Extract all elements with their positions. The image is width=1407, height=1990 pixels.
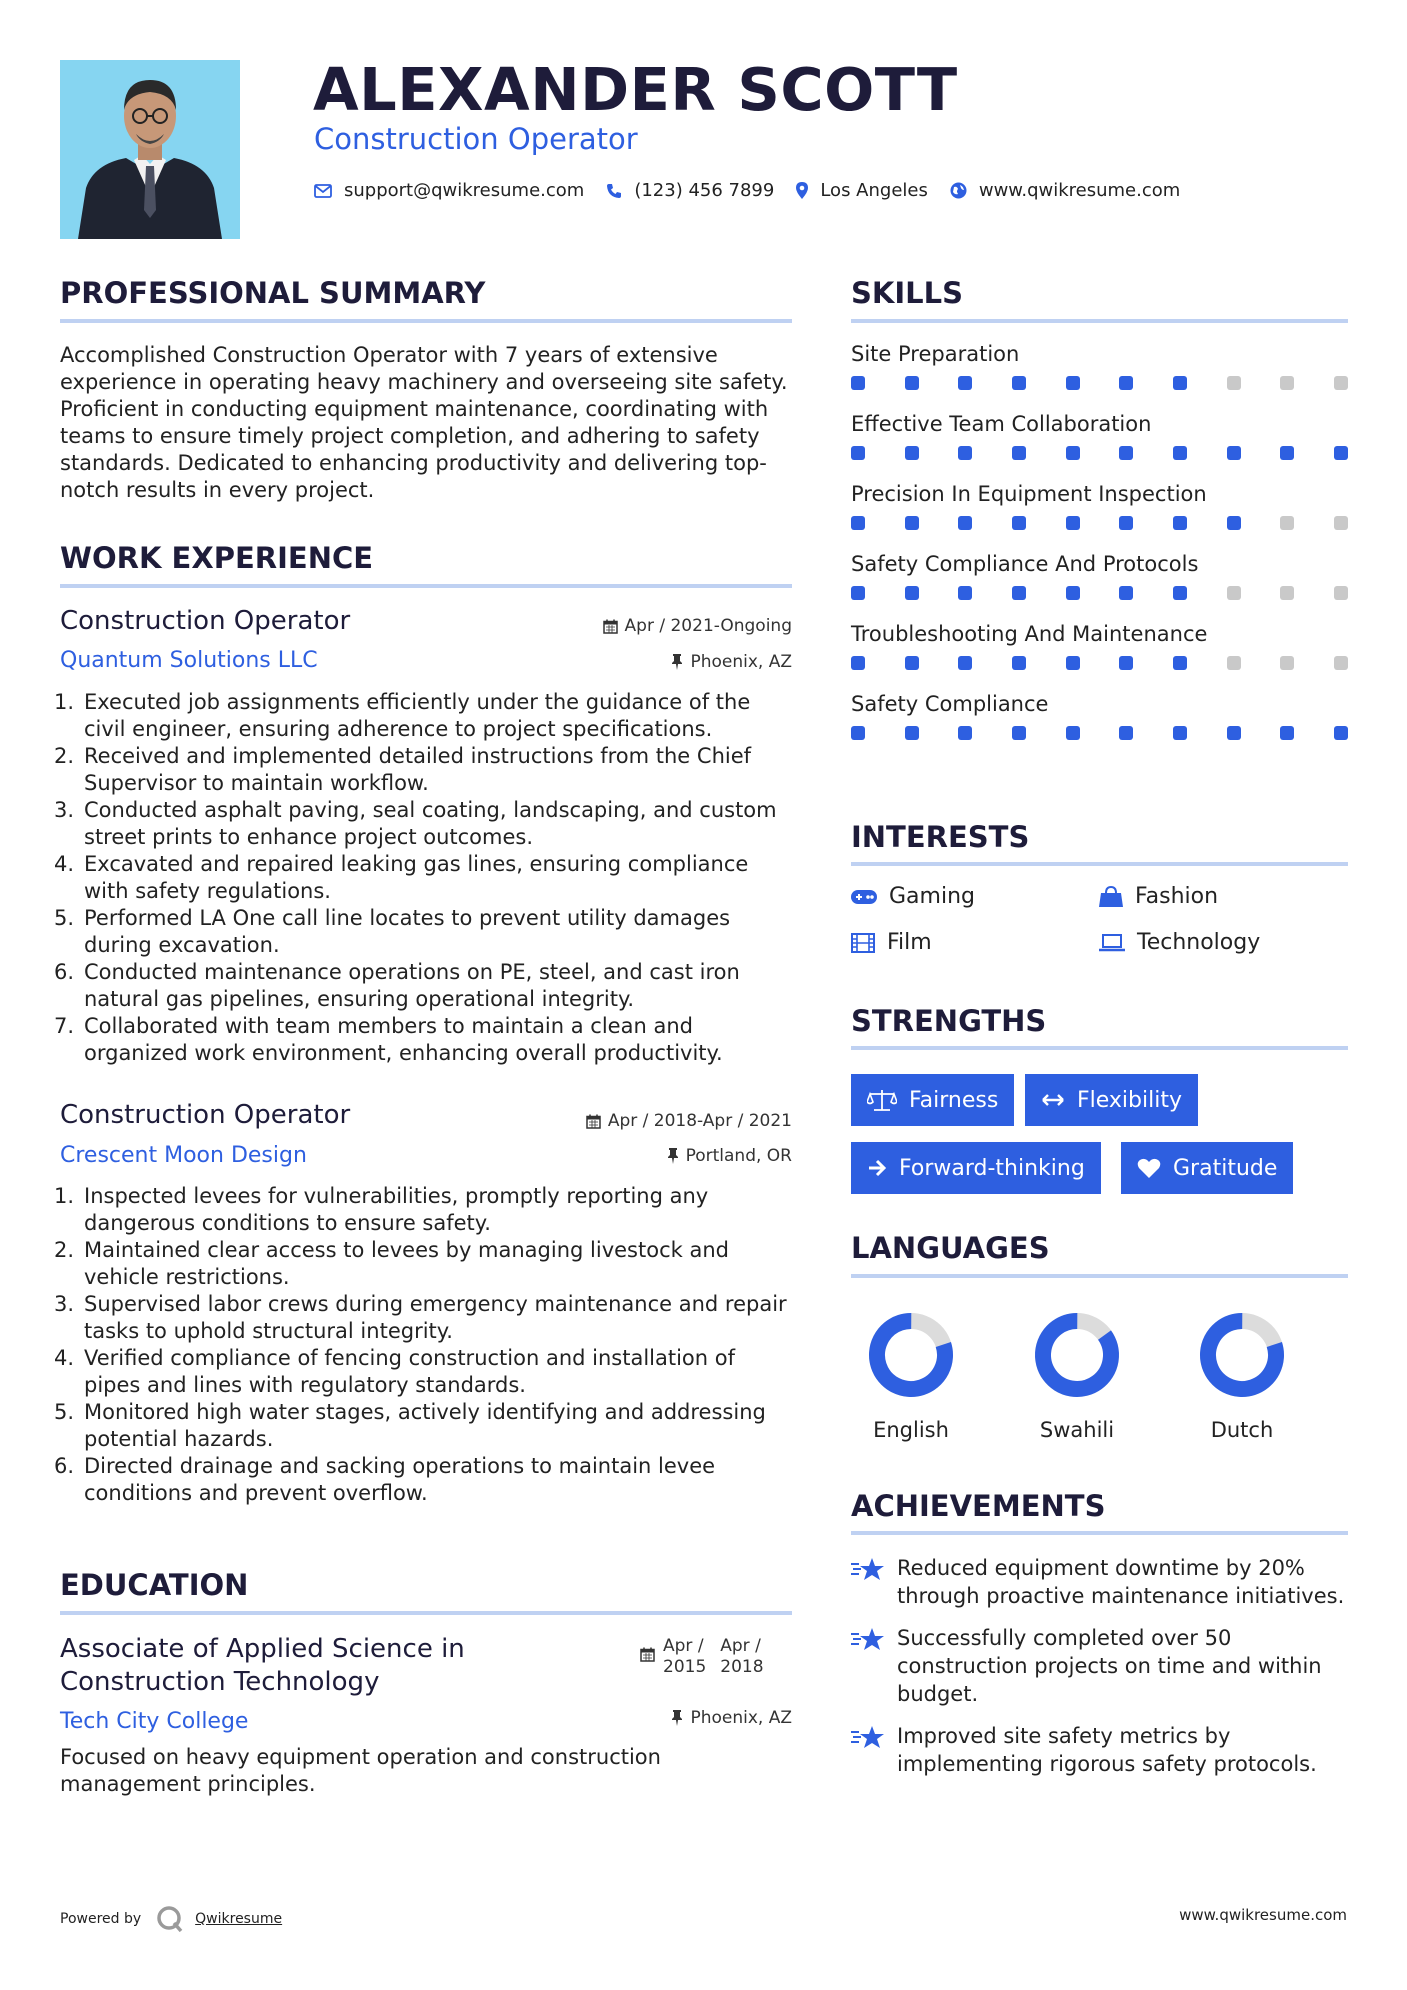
item-number: 3.	[54, 798, 75, 822]
rating-dot-empty	[1280, 586, 1294, 600]
achievement-item	[851, 1624, 1351, 1708]
rating-dot-filled	[1012, 656, 1026, 670]
languages-heading: LANGUAGES	[851, 1231, 1050, 1265]
language-name: Swahili	[1039, 1418, 1115, 1442]
interest-label: Film	[887, 930, 932, 955]
rating-dot-filled	[1280, 446, 1294, 460]
donut-fill	[868, 1312, 954, 1398]
skill-name: Precision In Equipment Inspection	[851, 482, 1207, 506]
star-award-icon	[851, 1626, 885, 1652]
rating-dot-empty	[1334, 376, 1348, 390]
globe-icon	[950, 182, 967, 199]
list-item	[54, 1399, 795, 1453]
rating-dot-filled	[1334, 446, 1348, 460]
rating-dot-filled	[958, 446, 972, 460]
rating-dot-filled	[1066, 656, 1080, 670]
education-divider	[60, 1611, 792, 1615]
item-text: Directed drainage and sacking operations to maintain levee conditions and prevent overflow.	[84, 1454, 716, 1505]
skill-rating	[851, 446, 1348, 460]
skills-list	[851, 342, 1348, 740]
item-number: 2.	[54, 744, 75, 768]
list-item	[54, 797, 795, 851]
start-date: Apr /	[663, 1636, 704, 1656]
rating-dot-filled	[1227, 726, 1241, 740]
list-item	[54, 905, 795, 959]
rating-dot-filled	[1012, 586, 1026, 600]
list-item	[54, 743, 795, 797]
laptop-icon	[1099, 934, 1125, 952]
rating-dot-filled	[958, 376, 972, 390]
item-number: 4.	[54, 1346, 75, 1370]
achievement-item	[851, 1554, 1351, 1610]
education-dates	[640, 1636, 764, 1678]
star-award-icon	[851, 1724, 885, 1750]
rating-dot-empty	[1334, 516, 1348, 530]
rating-dot-filled	[851, 656, 865, 670]
list-item	[54, 1453, 795, 1507]
rating-dot-empty	[1280, 376, 1294, 390]
achievements-divider	[851, 1531, 1348, 1535]
rating-dot-filled	[1012, 516, 1026, 530]
achievement-item	[851, 1722, 1351, 1778]
job-title: Construction Operator	[60, 1100, 351, 1130]
skill-name: Safety Compliance And Protocols	[851, 552, 1199, 576]
phone-text: (123) 456 7899	[634, 180, 775, 201]
rating-dot-filled	[851, 516, 865, 530]
education-heading: EDUCATION	[60, 1568, 249, 1602]
experience-divider	[60, 584, 792, 588]
job-duties-list	[54, 1183, 795, 1507]
rating-dot-filled	[1173, 446, 1187, 460]
calendar-icon	[603, 619, 618, 634]
list-item	[54, 1345, 795, 1399]
rating-dot-filled	[1012, 446, 1026, 460]
skills-divider	[851, 319, 1348, 323]
end-year: 2018	[720, 1657, 764, 1677]
job-location	[500, 1146, 792, 1166]
rating-dot-filled	[1227, 446, 1241, 460]
skill-rating	[851, 656, 1348, 670]
item-text: Verified compliance of fencing construction and installation of pipes and lines with regulatory standards.	[84, 1346, 735, 1397]
rating-dot-filled	[1119, 726, 1133, 740]
rating-dot-empty	[1334, 586, 1348, 600]
rating-dot-filled	[905, 726, 919, 740]
website-text: www.qwikresume.com	[978, 180, 1181, 201]
rating-dot-filled	[1066, 376, 1080, 390]
end-date: Apr /	[720, 1636, 761, 1656]
calendar-icon	[586, 1114, 601, 1129]
item-text: Maintained clear access to levees by managing livestock and vehicle restrictions.	[84, 1238, 729, 1289]
interest-technology	[1099, 930, 1260, 955]
degree-line: Construction Technology	[60, 1667, 380, 1697]
pushpin-icon	[667, 1148, 679, 1164]
job-dates-text: Apr / 2021-Ongoing	[624, 616, 792, 636]
start-year: 2015	[663, 1657, 707, 1677]
job-duties-list	[54, 689, 795, 1067]
item-text: Supervised labor crews during emergency maintenance and repair tasks to uphold structural integrity.	[84, 1292, 787, 1343]
rating-dot-filled	[1173, 376, 1187, 390]
job-dates	[500, 616, 792, 636]
profile-photo	[60, 60, 240, 239]
achievement-text: Reduced equipment downtime by 20% through proactive maintenance initiatives.	[897, 1556, 1345, 1608]
interests-heading: INTERESTS	[851, 820, 1030, 854]
item-text: Performed LA One call line locates to prevent utility damages during excavation.	[84, 906, 731, 957]
rating-dot-filled	[905, 516, 919, 530]
candidate-name: ALEXANDER SCOTT	[313, 55, 958, 124]
envelope-icon	[314, 184, 332, 198]
rating-dot-empty	[1227, 376, 1241, 390]
skill-item	[851, 692, 1348, 740]
rating-dot-empty	[1227, 586, 1241, 600]
rating-dot-empty	[1280, 656, 1294, 670]
list-item	[54, 1013, 795, 1067]
interest-film	[851, 930, 932, 955]
arrows-horizontal-icon	[1041, 1093, 1065, 1107]
item-number: 1.	[54, 690, 75, 714]
pushpin-icon	[671, 1710, 683, 1726]
rating-dot-filled	[1012, 376, 1026, 390]
rating-dot-empty	[1334, 656, 1348, 670]
item-text: Received and implemented detailed instructions from the Chief Supervisor to maintain workflow.	[84, 744, 752, 795]
item-text: Inspected levees for vulnerabilities, promptly reporting any dangerous conditions to ensure safety.	[84, 1184, 709, 1235]
job-dates-text: Apr / 2018-Apr / 2021	[607, 1111, 792, 1131]
footer-website[interactable]: www.qwikresume.com	[1179, 1906, 1347, 1924]
job-title: Construction Operator	[60, 606, 351, 636]
achievement-text: Improved site safety metrics by implementing rigorous safety protocols.	[897, 1724, 1317, 1776]
item-number: 2.	[54, 1238, 75, 1262]
rating-dot-filled	[1280, 726, 1294, 740]
strength-label: Fairness	[909, 1087, 999, 1113]
list-item	[54, 851, 795, 905]
rating-dot-filled	[1119, 586, 1133, 600]
education-location-text: Phoenix, AZ	[690, 1708, 792, 1728]
language-item	[1017, 1310, 1137, 1442]
rating-dot-filled	[1173, 726, 1187, 740]
powered-by-text: Powered by	[60, 1911, 142, 1927]
language-name: English	[873, 1418, 949, 1442]
calendar-icon	[640, 1647, 655, 1662]
rating-dot-filled	[1119, 656, 1133, 670]
language-donut	[1182, 1310, 1302, 1400]
item-text: Monitored high water stages, actively identifying and addressing potential hazards.	[84, 1400, 766, 1451]
rating-dot-empty	[1227, 656, 1241, 670]
summary-heading: PROFESSIONAL SUMMARY	[60, 276, 486, 310]
star-award-icon	[851, 1556, 885, 1582]
arrow-right-icon	[867, 1159, 887, 1177]
item-number: 1.	[54, 1184, 75, 1208]
skill-item	[851, 412, 1348, 460]
interests-divider	[851, 862, 1348, 866]
item-number: 6.	[54, 1454, 75, 1478]
skill-item	[851, 552, 1348, 600]
item-number: 5.	[54, 906, 75, 930]
skill-item	[851, 482, 1348, 530]
job-location	[500, 652, 792, 672]
rating-dot-filled	[958, 586, 972, 600]
rating-dot-filled	[905, 376, 919, 390]
phone-icon	[606, 183, 622, 199]
company-name[interactable]: Crescent Moon Design	[60, 1143, 307, 1168]
rating-dot-filled	[1119, 516, 1133, 530]
rating-dot-filled	[1173, 656, 1187, 670]
skill-rating	[851, 516, 1348, 530]
pushpin-icon	[671, 654, 683, 670]
rating-dot-filled	[1066, 726, 1080, 740]
qwikresume-logo-icon	[155, 1904, 185, 1934]
item-number: 4.	[54, 852, 75, 876]
strength-label: Forward-thinking	[899, 1155, 1085, 1181]
skill-rating	[851, 586, 1348, 600]
interest-label: Technology	[1137, 930, 1261, 955]
contact-website[interactable]	[950, 180, 1180, 201]
list-item	[54, 1237, 795, 1291]
item-text: Conducted asphalt paving, seal coating, landscaping, and custom street prints to enhance project outcomes.	[84, 798, 777, 849]
job-dates	[500, 1111, 792, 1131]
map-marker-icon	[796, 182, 808, 199]
languages-list	[851, 1310, 1348, 1450]
language-item	[1182, 1310, 1302, 1442]
skills-heading: SKILLS	[851, 276, 963, 310]
list-item	[54, 959, 795, 1013]
language-name: Dutch	[1210, 1418, 1274, 1442]
skill-name: Safety Compliance	[851, 692, 1049, 716]
rating-dot-filled	[1119, 446, 1133, 460]
strength-tag-forward-thinking	[851, 1142, 1101, 1194]
rating-dot-filled	[1227, 516, 1241, 530]
list-item	[54, 1291, 795, 1345]
rating-dot-filled	[851, 376, 865, 390]
rating-dot-filled	[851, 586, 865, 600]
skill-name: Effective Team Collaboration	[851, 412, 1152, 436]
rating-dot-filled	[958, 656, 972, 670]
heart-icon	[1137, 1158, 1161, 1179]
list-item	[54, 689, 795, 743]
interest-fashion	[1099, 884, 1218, 909]
summary-text: Accomplished Construction Operator with 7 years of extensive experience in operating heavy machinery and overseeing site safety. Proficient in conducting equipment maintenance, coordinating with teams to ensure timely project completion, and adhering to safety standards. Dedicated to enhancing productivity and delivering top-notch results in every project.	[60, 343, 788, 502]
shopping-bag-icon	[1099, 886, 1123, 908]
rating-dot-filled	[1119, 376, 1133, 390]
rating-dot-filled	[1066, 446, 1080, 460]
rating-dot-filled	[1066, 516, 1080, 530]
rating-dot-filled	[1173, 516, 1187, 530]
rating-dot-empty	[1280, 516, 1294, 530]
skill-rating	[851, 726, 1348, 740]
strength-tag-gratitude	[1121, 1142, 1293, 1194]
skill-item	[851, 622, 1348, 670]
achievements-list	[851, 1554, 1351, 1778]
job-location-text: Phoenix, AZ	[690, 652, 792, 672]
contact-location	[796, 180, 928, 201]
interest-label: Fashion	[1135, 884, 1219, 909]
item-text: Excavated and repaired leaking gas lines, ensuring compliance with safety regulations.	[84, 852, 749, 903]
gamepad-icon	[851, 889, 877, 905]
skill-item	[851, 342, 1348, 390]
rating-dot-filled	[1066, 586, 1080, 600]
contact-bar	[314, 180, 1202, 201]
interest-gaming	[851, 884, 975, 909]
achievements-heading: ACHIEVEMENTS	[851, 1489, 1106, 1523]
item-text: Conducted maintenance operations on PE, steel, and cast iron natural gas pipelines, ensuring operational integrity.	[84, 960, 740, 1011]
rating-dot-filled	[851, 726, 865, 740]
school-name[interactable]: Tech City College	[60, 1709, 249, 1734]
rating-dot-filled	[905, 446, 919, 460]
education-location	[500, 1708, 792, 1728]
degree-title	[60, 1633, 465, 1699]
email-text: support@qwikresume.com	[344, 180, 585, 201]
rating-dot-filled	[851, 446, 865, 460]
interest-label: Gaming	[889, 884, 975, 909]
donut-fill	[1199, 1312, 1285, 1398]
summary-divider	[60, 319, 792, 323]
footer-powered-by	[60, 1904, 282, 1934]
strengths-heading: STRENGTHS	[851, 1004, 1047, 1038]
language-item	[851, 1310, 971, 1442]
item-number: 7.	[54, 1014, 75, 1038]
skill-rating	[851, 376, 1348, 390]
contact-email[interactable]	[314, 180, 584, 201]
strength-tag-fairness	[851, 1074, 1014, 1126]
rating-dot-filled	[1012, 726, 1026, 740]
item-text: Collaborated with team members to maintain a clean and organized work environment, enhancing overall productivity.	[84, 1014, 723, 1065]
skill-name: Site Preparation	[851, 342, 1020, 366]
balance-scale-icon	[867, 1089, 897, 1111]
rating-dot-filled	[905, 586, 919, 600]
achievement-text: Successfully completed over 50 construction projects on time and within budget.	[897, 1626, 1322, 1706]
brand-link[interactable]: Qwikresume	[195, 1911, 283, 1927]
rating-dot-filled	[1334, 726, 1348, 740]
rating-dot-filled	[1173, 586, 1187, 600]
language-donut	[1017, 1310, 1137, 1400]
item-number: 6.	[54, 960, 75, 984]
skill-name: Troubleshooting And Maintenance	[851, 622, 1208, 646]
strength-label: Gratitude	[1173, 1155, 1278, 1181]
rating-dot-filled	[958, 516, 972, 530]
rating-dot-filled	[958, 726, 972, 740]
rating-dot-filled	[905, 656, 919, 670]
language-donut	[851, 1310, 971, 1400]
languages-divider	[851, 1274, 1348, 1278]
experience-heading: WORK EXPERIENCE	[60, 541, 374, 575]
job-location-text: Portland, OR	[685, 1146, 792, 1166]
donut-fill	[1030, 1310, 1125, 1400]
candidate-title: Construction Operator	[314, 122, 638, 156]
strength-label: Flexibility	[1077, 1087, 1182, 1113]
item-number: 5.	[54, 1400, 75, 1424]
degree-line: Associate of Applied Science in	[60, 1634, 465, 1664]
strengths-divider	[851, 1046, 1348, 1050]
education-description: Focused on heavy equipment operation and construction management principles.	[60, 1745, 661, 1796]
item-number: 3.	[54, 1292, 75, 1316]
film-icon	[851, 933, 875, 953]
strength-tag-flexibility	[1025, 1074, 1198, 1126]
item-text: Executed job assignments efficiently under the guidance of the civil engineer, ensuring adherence to project specifications.	[84, 690, 751, 741]
contact-phone[interactable]	[606, 180, 774, 201]
company-name[interactable]: Quantum Solutions LLC	[60, 648, 318, 673]
location-text: Los Angeles	[820, 180, 928, 201]
list-item	[54, 1183, 795, 1237]
